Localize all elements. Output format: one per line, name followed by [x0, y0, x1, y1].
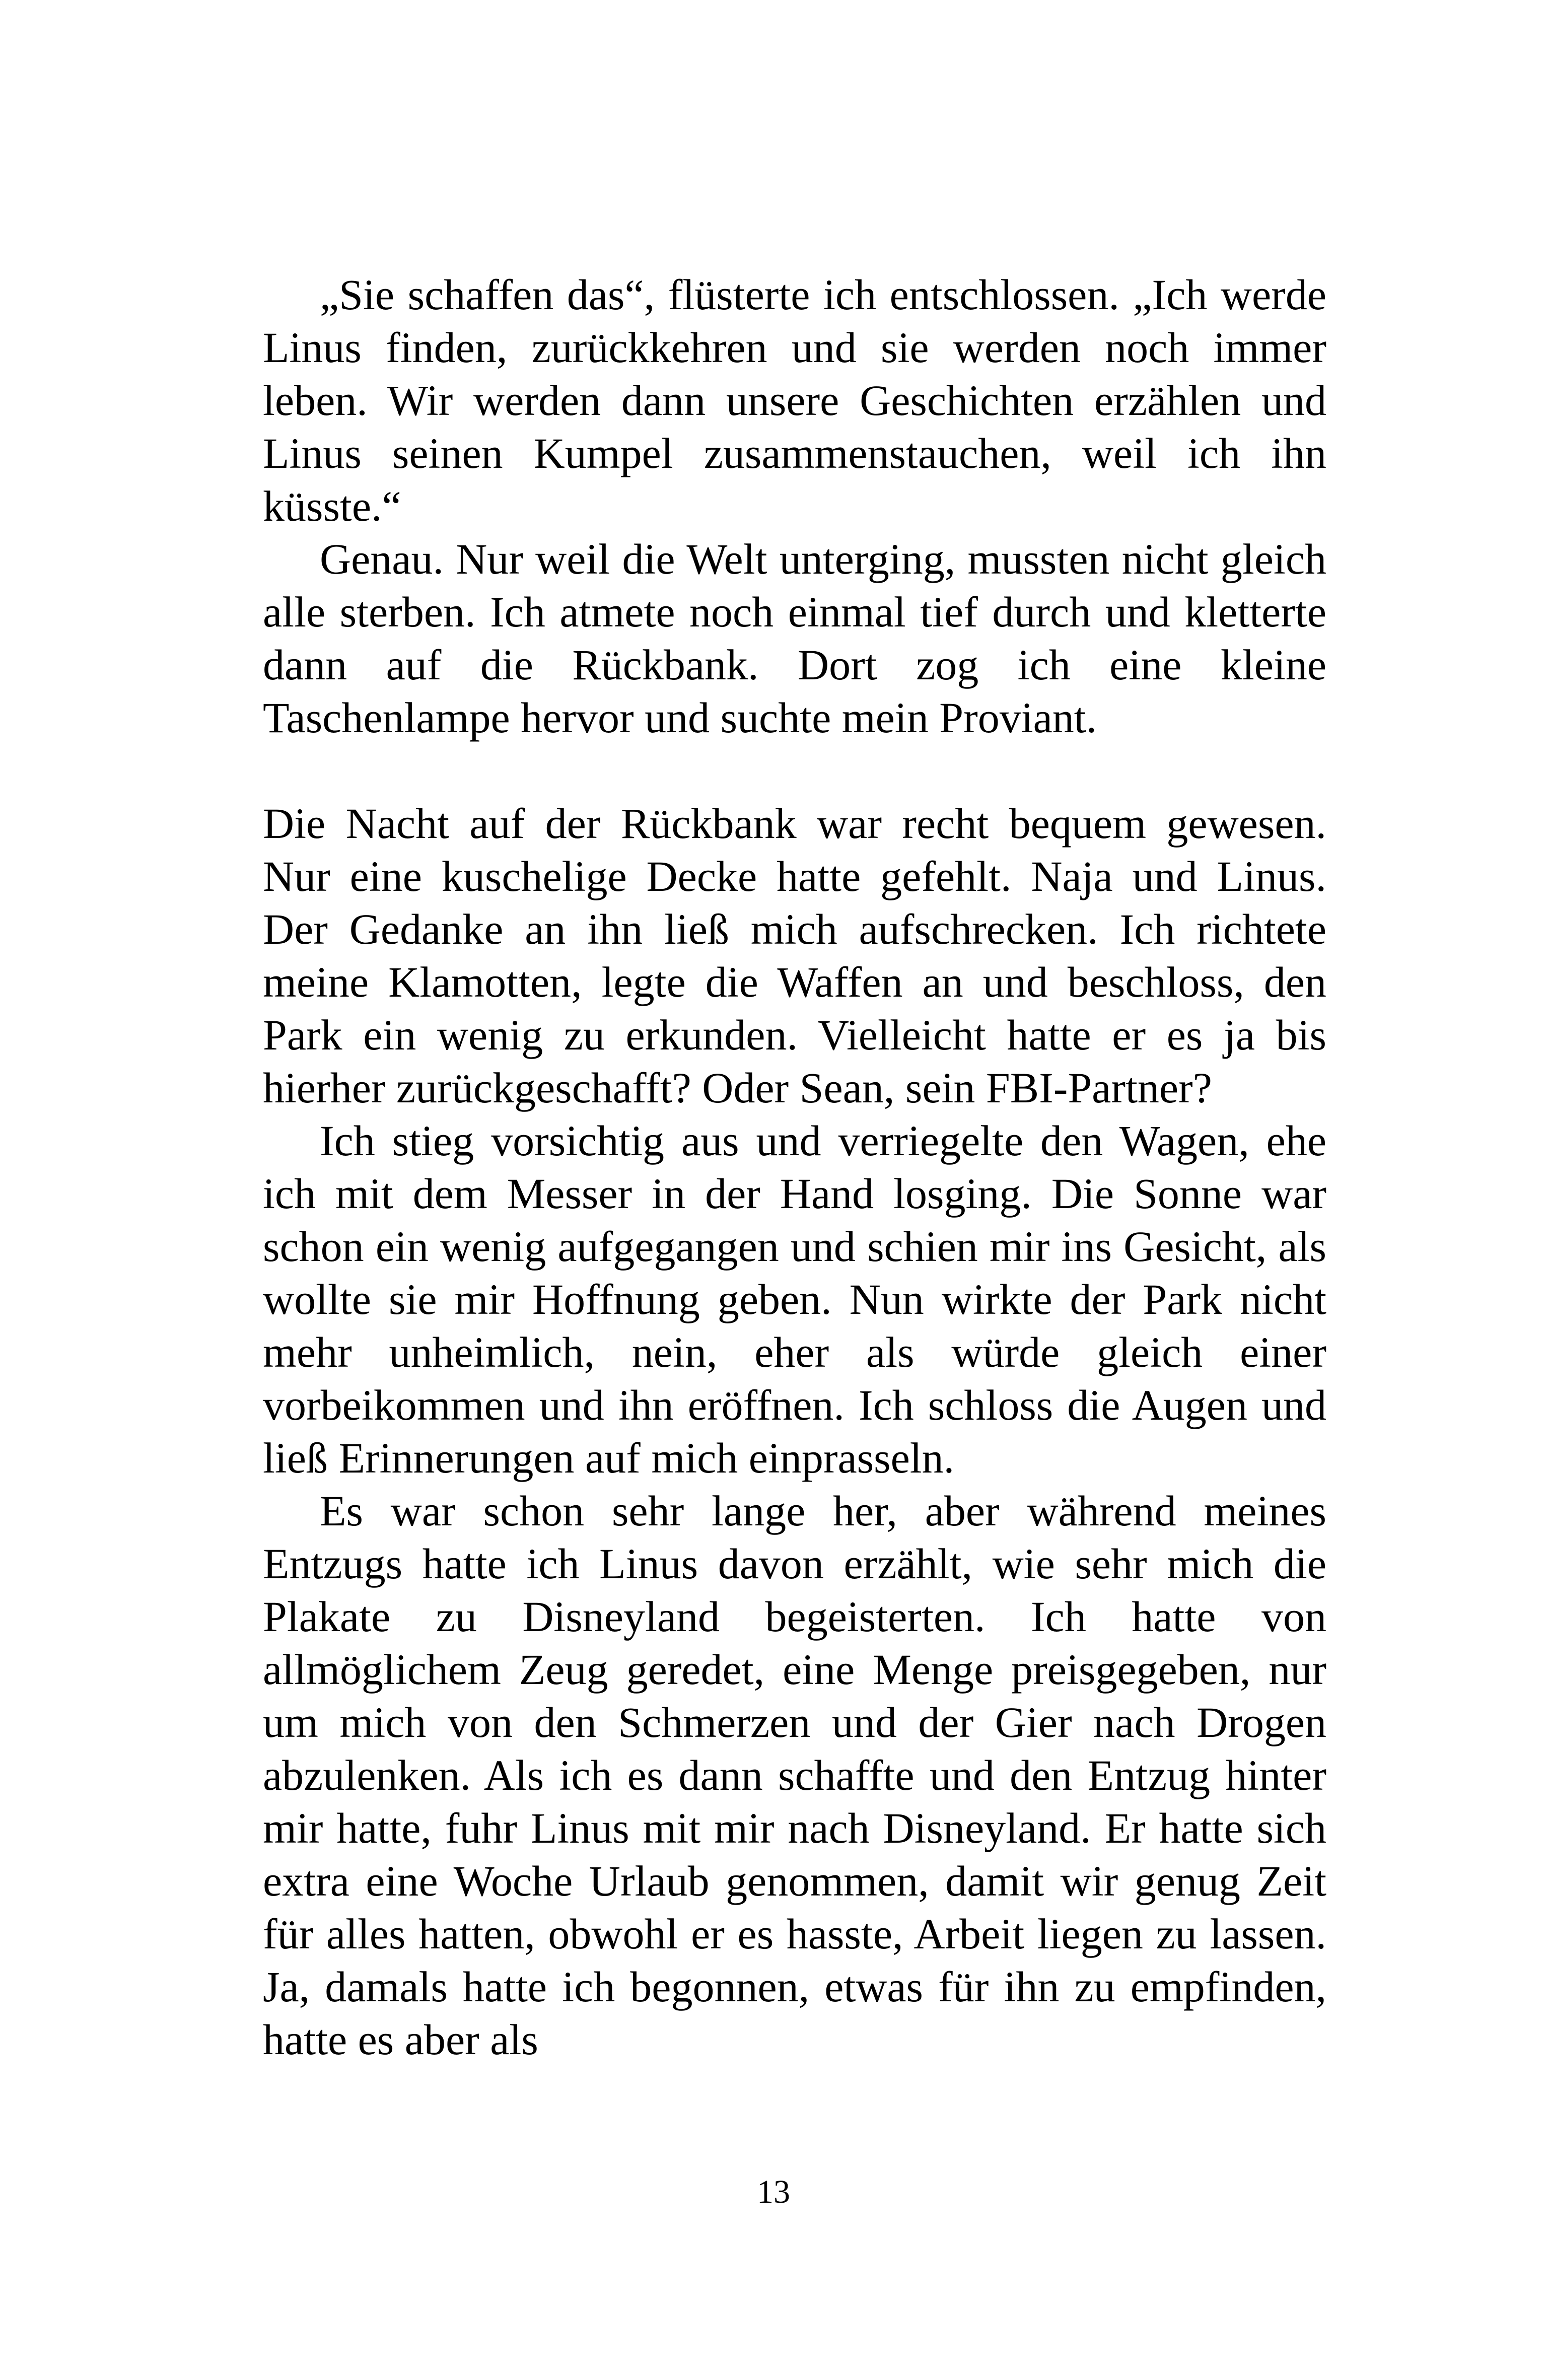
paragraph-3: Die Nacht auf der Rückbank war recht bequem gewesen. Nur eine kuschelige Decke hatte gefehlt. Naja und Linus. Der Gedanke an ihn ließ mich aufschrecken. Ich richtete meine Klamotten, legte die Waffen an und beschloss, den Park ein wenig zu erkunden. Vielleicht hatte er es ja bis hierher zurückgeschafft? Oder Sean, sein FBI-Partner? — [263, 799, 1326, 1112]
paragraph-1: „Sie schaffen das“, flüsterte ich entschlossen. „Ich werde Linus finden, zurückkehren und sie werden noch immer leben. Wir werden dann unsere Geschichten erzählen und Linus seinen Kumpel zusammenstauchen, weil ich ihn küsste.“ — [263, 270, 1326, 530]
page-number: 13 — [757, 2174, 790, 2210]
body-text — [263, 268, 1326, 2066]
paragraph-2: Genau. Nur weil die Welt unterging, mussten nicht gleich alle sterben. Ich atmete noch einmal tief durch und kletterte dann auf die Rückbank. Dort zog ich eine kleine Taschenlampe hervor und suchte mein Proviant. — [263, 535, 1326, 742]
section-break — [263, 744, 1326, 797]
paragraph-5: Es war schon sehr lange her, aber während meines Entzugs hatte ich Linus davon erzählt, wie sehr mich die Plakate zu Disneyland begeisterten. Ich hatte von allmöglichem Zeug geredet, eine Menge preisgegeben, nur um mich von den Schmerzen und der Gier nach Drogen abzulenken. Als ich es dann schaffte und den Entzug hinter mir hatte, fuhr Linus mit mir nach Disneyland. Er hatte sich extra eine Woche Urlaub genommen, damit wir genug Zeit für alles hatten, obwohl er es hasste, Arbeit liegen zu lassen. Ja, damals hatte ich begonnen, etwas für ihn zu empfinden, hatte es aber als — [263, 1487, 1326, 2064]
paragraph-4: Ich stieg vorsichtig aus und verriegelte den Wagen, ehe ich mit dem Messer in der Hand losging. Die Sonne war schon ein wenig aufgegangen und schien mir ins Gesicht, als wollte sie mir Hoffnung geben. Nun wirkte der Park nicht mehr unheimlich, nein, eher als würde gleich einer vorbeikommen und ihn eröffnen. Ich schloss die Augen und ließ Erinnerungen auf mich einprasseln. — [263, 1116, 1326, 1482]
